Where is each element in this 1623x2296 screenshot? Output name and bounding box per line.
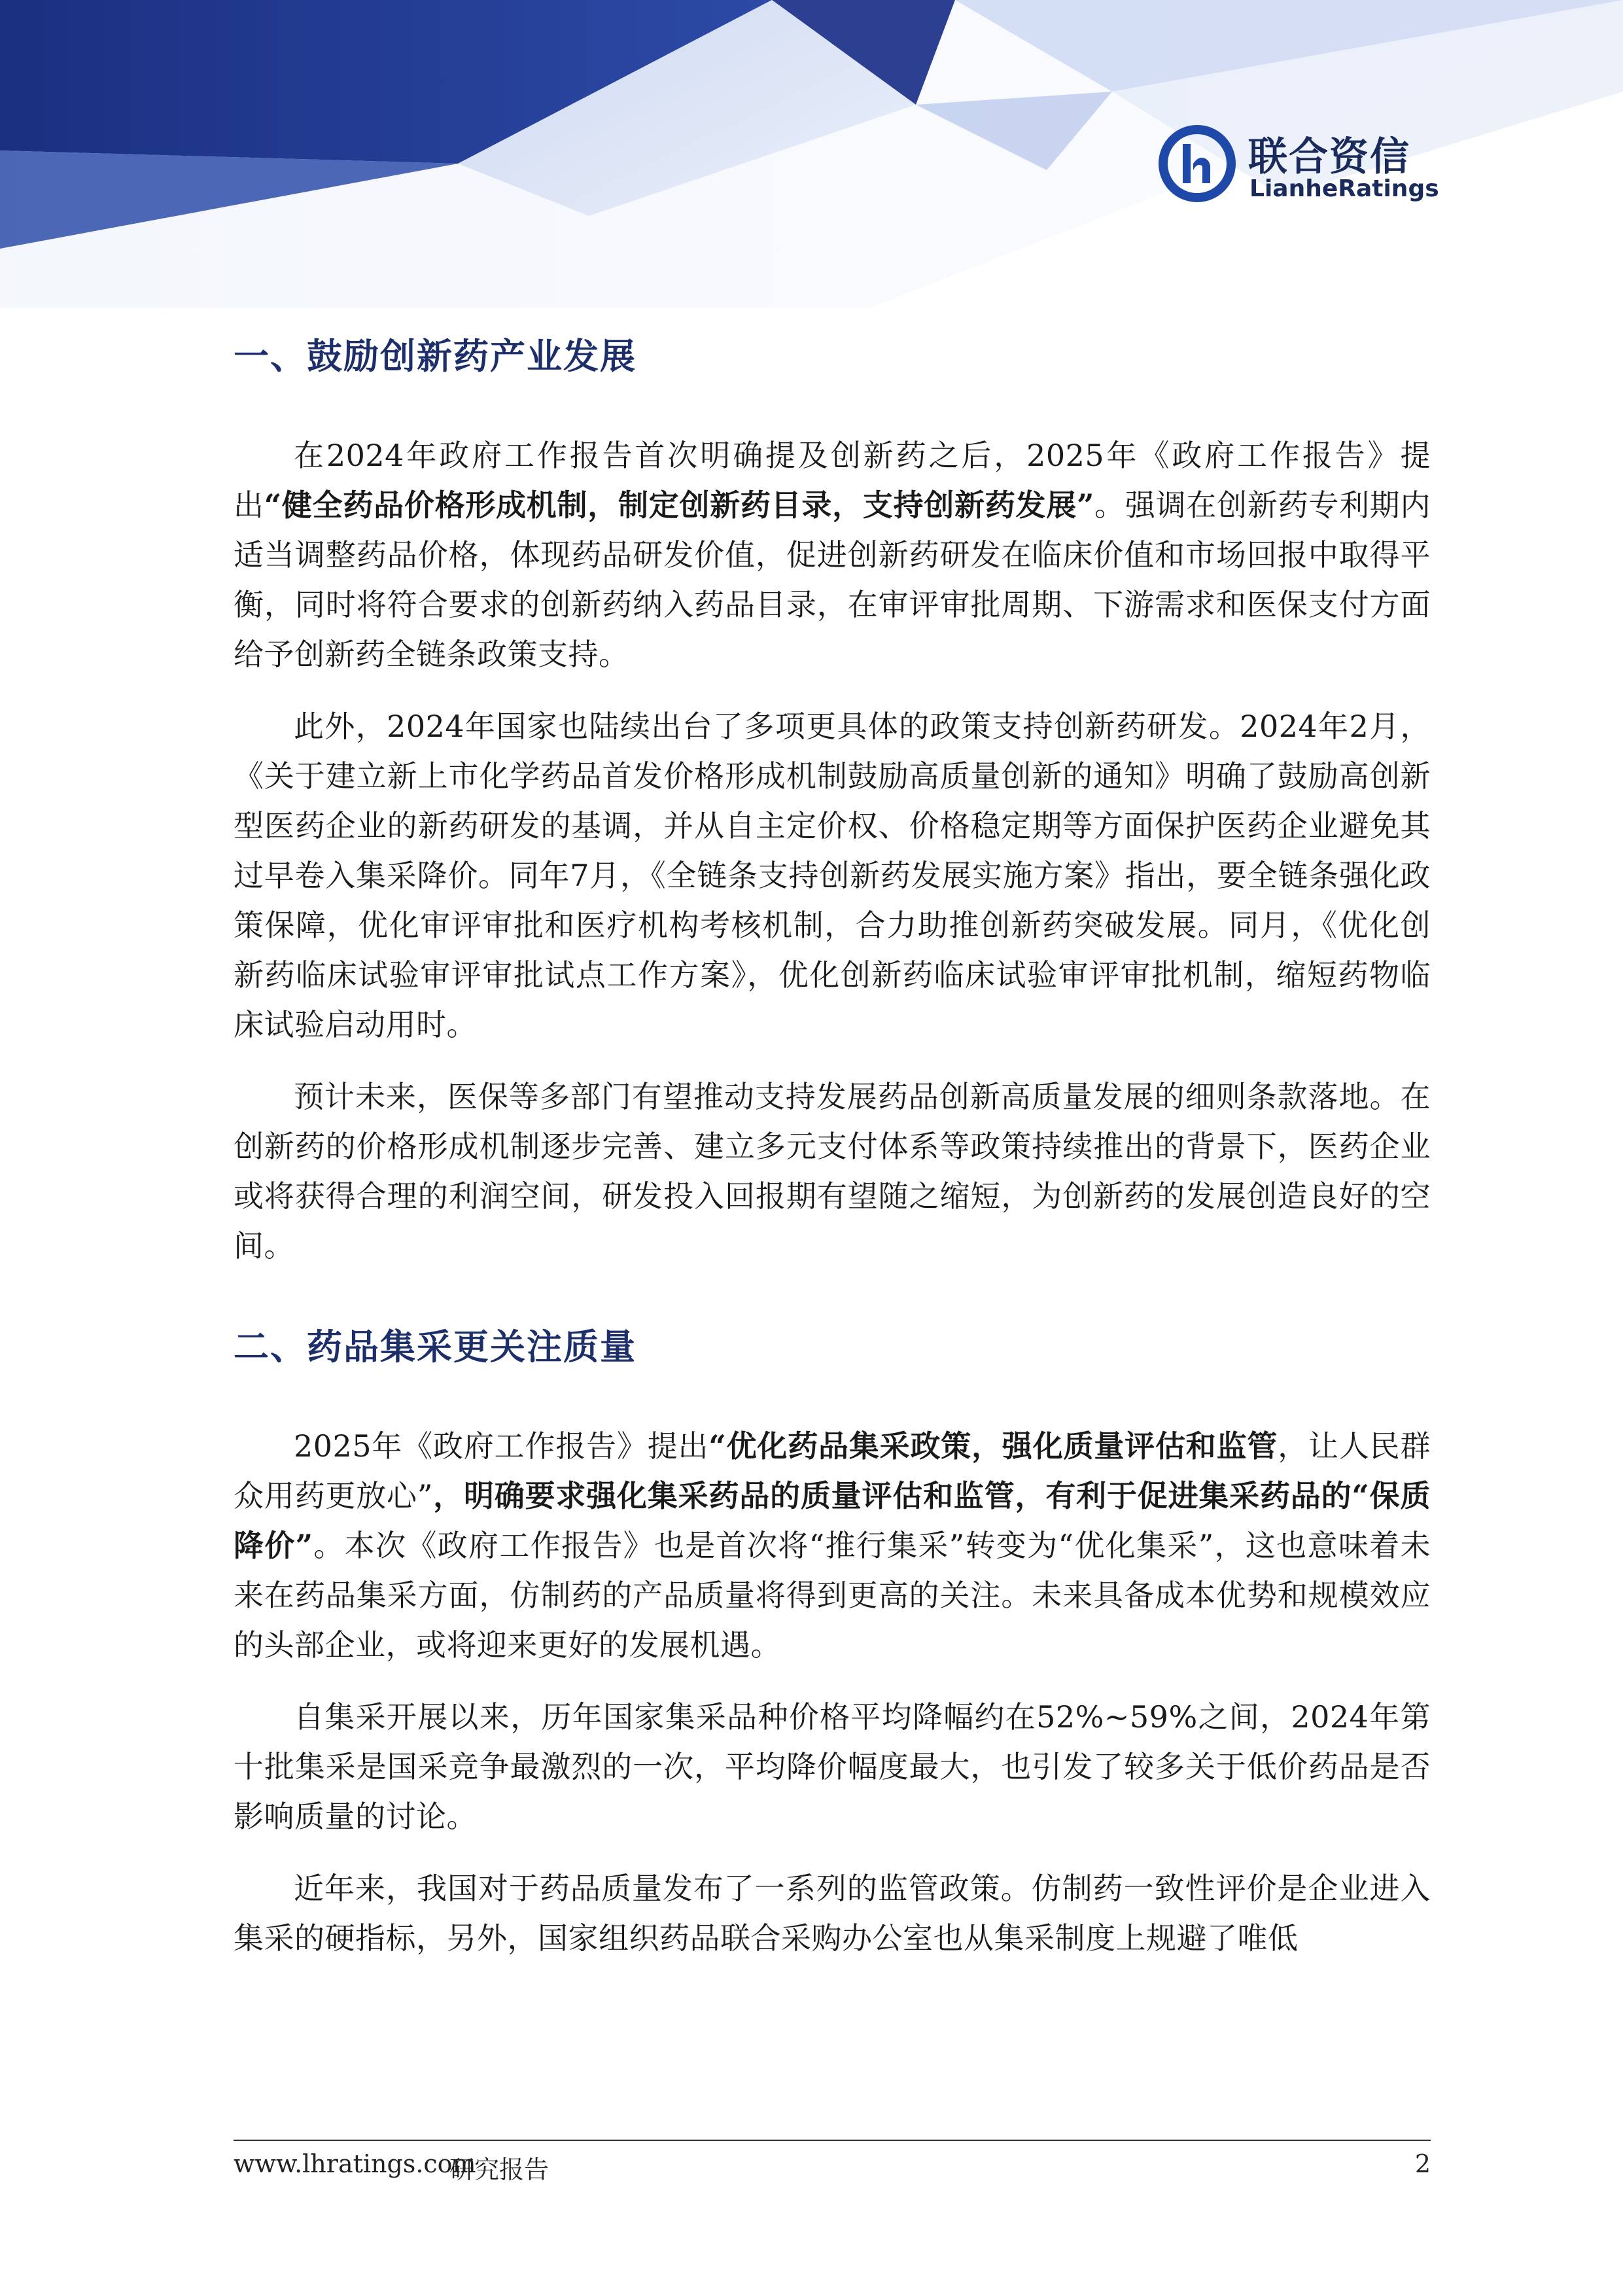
footer-divider [234,2140,1431,2141]
logo-english-text: LianheRatings [1249,175,1439,202]
logo-mark-icon [1158,124,1236,203]
section-1-paragraph-2: 此外，2024年国家也陆续出台了多项更具体的政策支持创新药研发。2024年2月，《关于建立新上市化学药品首发价格形成机制鼓励高质量创新的通知》明确了鼓励高创新型医药企业的新药研发的基调，并从自主定价权、价格稳定期等方面保护医药企业避免其过早卷入集采降价。同年7月，《全链条支持创新药发展实施方案》指出，要全链条强化政策保障，优化审评审批和医疗机构考核机制，合力助推创新药突破发展。同月，《优化创新药临床试验审评审批试点工作方案》，优化创新药临床试验审评审批机制，缩短药物临床试验启动用时。 [234,709,1431,1042]
page-number: 2 [1414,2149,1431,2178]
section-2-paragraph-1: 2025年《政府工作报告》提出“优化药品集采政策，强化质量评估和监管，让人民群众用药更放心”，明确要求强化集采药品的质量评估和监管，有利于促进集采药品的“保质降价”。本次《政府工作报告》也是首次将“推行集采”转变为“优化集采”，这也意味着未来在药品集采方面，仿制药的产品质量将得到更高的关注。未来具备成本优势和规模效应的头部企业，或将迎来更好的发展机遇。 [234,1428,1431,1663]
emphasis-text: ，明确要求强化集采药品的质量评估和监管，有利于促进集采药品的“保质降价” [234,1478,1431,1563]
logo-chinese-text: 联合资信 [1248,134,1410,180]
section-1-heading: 一、鼓励创新药产业发展 [234,336,637,377]
section-2-paragraph-3: 近年来，我国对于药品质量发布了一系列的监管政策。仿制药一致性评价是企业进入集采的硬指标，另外，国家组织药品联合采购办公室也从集采制度上规避了唯低 [234,1871,1431,1956]
footer-report-label: 研究报告 [449,2155,550,2184]
section-2-heading: 二、药品集采更关注质量 [234,1326,637,1368]
footer-website-link[interactable]: www.lhratings.com [234,2149,476,2178]
emphasis-text: “优化药品集采政策，强化质量评估和监管 [708,1428,1278,1464]
lianhe-ratings-logo [1158,124,1446,209]
emphasis-text: “健全药品价格形成机制，制定创新药目录，支持创新药发展” [264,487,1094,523]
section-1-paragraph-1: 在2024年政府工作报告首次明确提及创新药之后，2025年《政府工作报告》提出“健全药品价格形成机制，制定创新药目录，支持创新药发展”。强调在创新药专利期内适当调整药品价格，体现药品研发价值，促进创新药研发在临床价值和市场回报中取得平衡，同时将符合要求的创新药纳入药品目录，在审评审批周期、下游需求和医保支付方面给予创新药全链条政策支持。 [234,438,1431,672]
section-2-paragraph-2: 自集采开展以来，历年国家集采品种价格平均降幅约在52%~59%之间，2024年第十批集采是国采竞争最激烈的一次，平均降价幅度最大，也引发了较多关于低价药品是否影响质量的讨论。 [234,1699,1431,1834]
report-body [234,321,1431,1963]
section-1-paragraph-3: 预计未来，医保等多部门有望推动支持发展药品创新高质量发展的细则条款落地。在创新药的价格形成机制逐步完善、建立多元支付体系等政策持续推出的背景下，医药企业或将获得合理的利润空间，研发投入回报期有望随之缩短，为创新药的发展创造良好的空间。 [234,1079,1431,1263]
